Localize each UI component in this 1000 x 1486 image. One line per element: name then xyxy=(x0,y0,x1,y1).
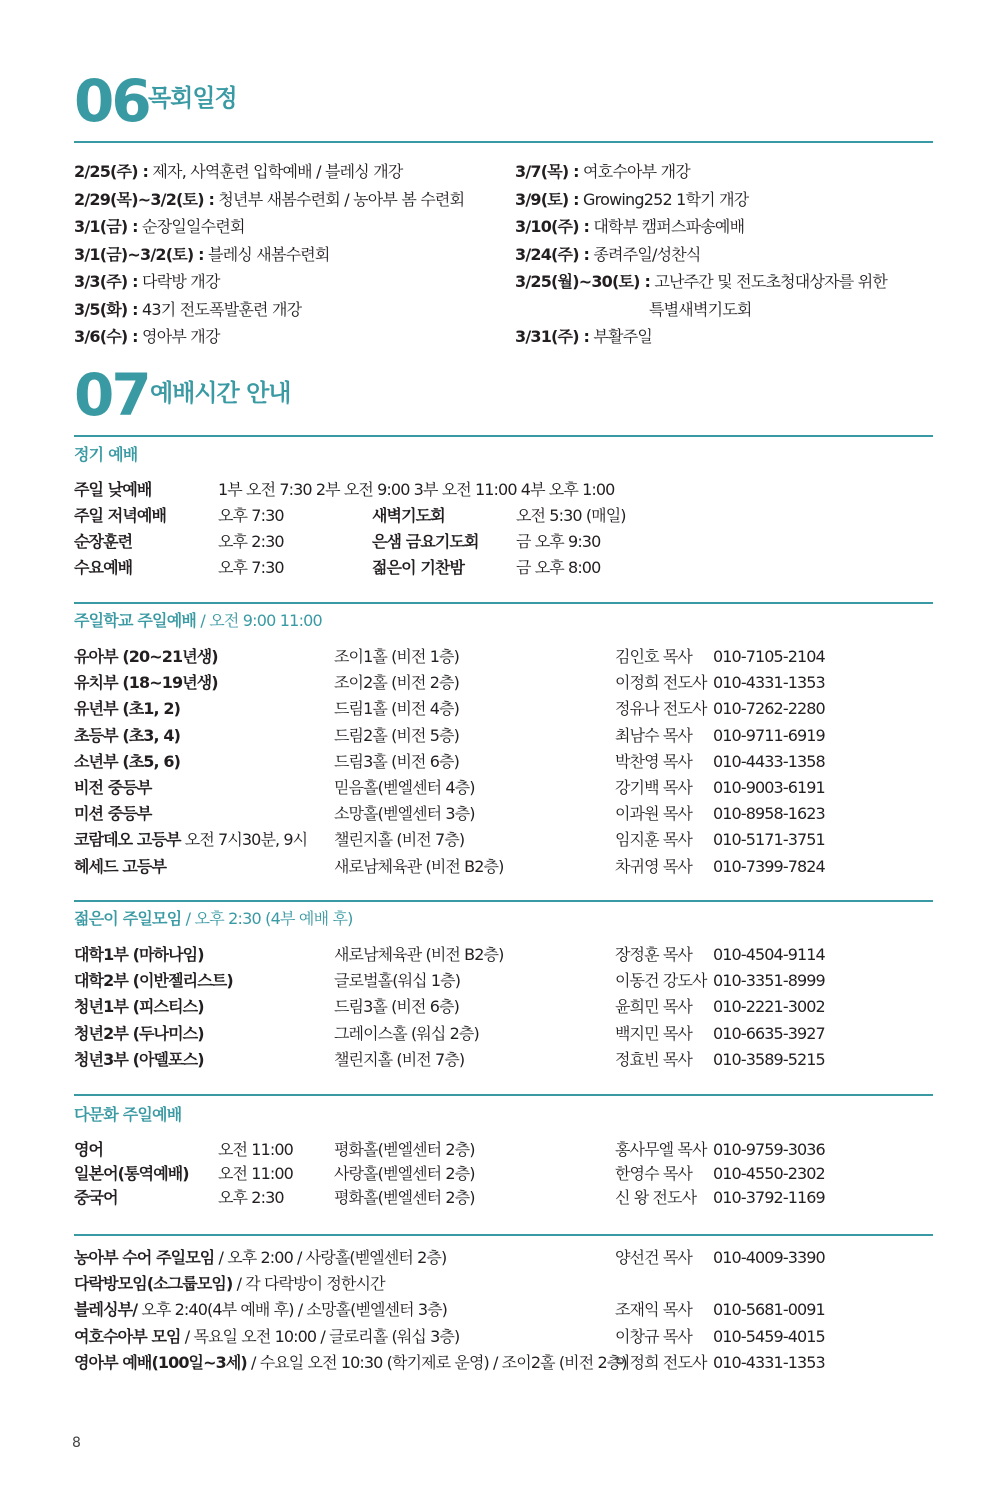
schedule-date: 3/10(주) : xyxy=(515,217,590,236)
schedule-item xyxy=(649,299,752,319)
department-label: 청년1부 (피스티스) xyxy=(74,997,204,1017)
pastor-name: 백지민 목사 xyxy=(615,1023,692,1043)
service-time: 오전 5:30 (매일) xyxy=(516,506,626,525)
department-name xyxy=(74,725,181,745)
multicultural-heading: 다문화 주일예배 xyxy=(74,1105,182,1124)
service-time: 오후 7:30 xyxy=(218,506,284,525)
schedule-text: 43기 전도폭발훈련 개강 xyxy=(137,299,302,319)
location: 드림3홀 (비전 6층) xyxy=(334,997,459,1017)
schedule-date: 3/5(화) : xyxy=(74,299,138,319)
phone-number: 010-7262-2280 xyxy=(713,699,825,719)
schedule-date: 3/24(주) : xyxy=(515,244,590,264)
service-name: 은샘 금요기도회 xyxy=(372,532,479,551)
phone-number: 010-4504-9114 xyxy=(713,945,825,964)
pastor-name: 최남수 목사 xyxy=(615,725,692,745)
location: 조이1홀 (비전 1층) xyxy=(334,647,459,666)
phone-number: 010-5171-3751 xyxy=(713,830,825,850)
department-name xyxy=(74,806,151,822)
pastor-name: 홍사무엘 목사 xyxy=(615,1140,707,1159)
department-name xyxy=(74,947,204,963)
pastor-name: 강기백 목사 xyxy=(615,778,692,797)
service-time: 오전 11:00 xyxy=(218,1140,293,1159)
section-06-title: 목회일정 xyxy=(148,84,237,112)
pastor-name: 이정희 전도사 xyxy=(615,673,707,693)
meeting-name: 농아부 수어 주일모임 xyxy=(74,1248,215,1267)
meeting-name: 여호수아부 모임 xyxy=(74,1326,181,1346)
department-label: 대학1부 (마하나임) xyxy=(74,945,204,964)
location: 챌린지홀 (비전 7층) xyxy=(334,830,465,850)
schedule-item xyxy=(515,219,744,235)
location: 그레이스홀 (워십 2층) xyxy=(334,1023,479,1043)
schedule-text: Growing252 1학기 개강 xyxy=(578,189,749,209)
phone-number: 010-5459-4015 xyxy=(713,1326,825,1346)
youth-heading: 젊은이 주일모임 / 오후 2:30 (4부 예배 후) xyxy=(74,909,353,928)
schedule-item xyxy=(515,164,690,180)
department-label: 미션 중등부 xyxy=(74,804,152,824)
phone-number: 010-7399-7824 xyxy=(713,856,825,876)
schedule-text: 고난주간 및 전도초청대상자를 위한 xyxy=(650,272,888,291)
schedule-date: 3/31(주) : xyxy=(515,327,590,346)
section-07-title: 예배시간 안내 xyxy=(150,379,291,407)
meeting-info xyxy=(74,1250,446,1266)
department-label: 유년부 (초1, 2) xyxy=(74,699,181,719)
schedule-text: 청년부 새봄수련회 / 농아부 봄 수련회 xyxy=(214,189,465,209)
phone-number: 010-3589-5215 xyxy=(713,1049,825,1069)
schedule-date: 2/29(목)~3/2(토) : xyxy=(74,189,215,209)
phone-number: 010-4009-3390 xyxy=(713,1248,825,1267)
pastor-name: 한영수 목사 xyxy=(615,1164,692,1183)
phone-number: 010-3792-1169 xyxy=(713,1188,825,1207)
location: 믿음홀(벧엘센터 4층) xyxy=(334,778,475,797)
schedule-item xyxy=(515,329,652,345)
schedule-date: 3/6(수) : xyxy=(74,327,138,346)
department-label: 소년부 (초5, 6) xyxy=(74,751,181,771)
department-label: 비전 중등부 xyxy=(74,778,152,797)
schedule-date: 3/1(금) : xyxy=(74,217,138,236)
divider xyxy=(74,1234,933,1236)
schedule-text: 종려주일/성찬식 xyxy=(589,244,701,264)
service-name: 순장훈련 xyxy=(74,532,133,551)
regular-row-name: 주일 낮예배 xyxy=(74,480,152,499)
schedule-date: 3/25(월)~30(토) : xyxy=(515,272,651,291)
language: 일본어(통역예배) xyxy=(74,1164,189,1183)
phone-number: 010-9759-3036 xyxy=(713,1140,825,1159)
department-name xyxy=(74,701,180,717)
phone-number: 010-9003-6191 xyxy=(713,778,825,797)
service-time: 금 오후 9:30 xyxy=(516,532,601,551)
department-note: 오전 7시30분, 9시 xyxy=(180,830,308,850)
meeting-details: / 목요일 오전 10:00 / 글로리홀 (워십 3층) xyxy=(180,1326,460,1346)
schedule-item xyxy=(74,164,403,180)
meeting-info xyxy=(74,1326,460,1346)
regular-worship-heading: 정기 예배 xyxy=(74,445,138,464)
department-name xyxy=(74,999,204,1015)
service-time: 오전 11:00 xyxy=(218,1164,293,1183)
pastor-name: 정유나 전도사 xyxy=(615,699,707,719)
phone-number: 010-8958-1623 xyxy=(713,804,825,824)
schedule-date: 3/9(토) : xyxy=(515,189,579,209)
pastor-name: 이과원 목사 xyxy=(615,804,692,824)
meeting-details: / 수요일 오전 10:30 (학기제로 운영) / 조이2홀 (비전 2층) xyxy=(246,1352,627,1372)
department-name xyxy=(74,832,307,848)
phone-number: 010-4331-1353 xyxy=(713,673,825,693)
department-name xyxy=(74,780,151,796)
schedule-text: 대학부 캠퍼스파송예배 xyxy=(589,217,745,236)
location: 챌린지홀 (비전 7층) xyxy=(334,1049,465,1069)
page-number: 8 xyxy=(72,1435,81,1451)
phone-number: 010-4331-1353 xyxy=(713,1352,825,1372)
pastor-name: 조재익 목사 xyxy=(615,1300,692,1320)
section-06-number: 06 xyxy=(74,67,149,135)
service-name: 새벽기도회 xyxy=(372,506,445,525)
divider xyxy=(74,1094,933,1096)
schedule-item xyxy=(74,299,302,319)
department-name xyxy=(74,751,181,771)
meeting-details: 오후 2:40(4부 예배 후) / 소망홀(벧엘센터 3층) xyxy=(137,1300,448,1320)
schedule-item xyxy=(74,189,465,209)
meeting-info xyxy=(74,1276,385,1292)
pastor-name: 김인호 목사 xyxy=(615,647,692,666)
location: 드림3홀 (비전 6층) xyxy=(334,751,459,771)
schedule-item xyxy=(515,274,887,290)
pastor-name: 이창규 목사 xyxy=(615,1326,692,1346)
pastor-name: 윤희민 목사 xyxy=(615,997,692,1017)
schedule-date: 3/3(주) : xyxy=(74,272,138,291)
department-label: 헤세드 고등부 xyxy=(74,856,167,876)
location: 조이2홀 (비전 2층) xyxy=(334,673,459,693)
schedule-item xyxy=(515,244,701,264)
schedule-text: 블레싱 새봄수련회 xyxy=(203,244,330,264)
meeting-details: / 각 다락방이 정한시간 xyxy=(232,1274,385,1294)
department-label: 코람데오 고등부 xyxy=(74,830,181,850)
section-07-divider xyxy=(74,435,933,437)
pastor-name: 이동건 강도사 xyxy=(615,971,707,991)
location: 소망홀(벧엘센터 3층) xyxy=(334,804,475,824)
meeting-info xyxy=(74,1302,447,1318)
department-label: 대학2부 (이반젤리스트) xyxy=(74,971,233,991)
service-name: 주일 저녁예배 xyxy=(74,506,167,525)
section-07-number: 07 xyxy=(74,361,149,429)
location: 새로남체육관 (비전 B2층) xyxy=(334,856,504,876)
phone-number: 010-6635-3927 xyxy=(713,1023,825,1043)
phone-number: 010-7105-2104 xyxy=(713,647,825,666)
service-name: 젊은이 기찬밤 xyxy=(372,558,465,577)
schedule-item xyxy=(74,244,330,264)
phone-number: 010-5681-0091 xyxy=(713,1300,825,1320)
schedule-date: 3/1(금)~3/2(토) : xyxy=(74,244,204,264)
pastor-name: 박찬영 목사 xyxy=(615,751,692,771)
pastor-name: 장정훈 목사 xyxy=(615,945,692,964)
schedule-text: 여호수아부 개강 xyxy=(578,162,690,181)
schedule-date: 3/7(목) : xyxy=(515,162,579,181)
schedule-text: 다락방 개강 xyxy=(137,272,220,291)
section-06-divider xyxy=(74,141,933,143)
meeting-name: 다락방모임(소그룹모임) xyxy=(74,1274,233,1294)
service-time: 오후 7:30 xyxy=(218,558,284,577)
schedule-item xyxy=(74,274,220,290)
schedule-text: 특별새벽기도회 xyxy=(649,299,752,319)
sunday-school-heading: 주일학교 주일예배 / 오전 9:00 11:00 xyxy=(74,611,322,630)
location: 사랑홀(벧엘센터 2층) xyxy=(334,1164,475,1183)
department-name xyxy=(74,973,233,989)
location: 평화홀(벧엘센터 2층) xyxy=(334,1140,475,1159)
location: 글로벌홀(워십 1층) xyxy=(334,971,461,991)
department-label: 유아부 (20~21년생) xyxy=(74,647,218,666)
pastor-name: 양선건 목사 xyxy=(615,1248,692,1267)
schedule-item xyxy=(74,219,245,235)
pastor-name: 신 왕 전도사 xyxy=(615,1188,697,1207)
meeting-details: / 오후 2:00 / 사랑홀(벧엘센터 2층) xyxy=(214,1248,447,1267)
location: 새로남체육관 (비전 B2층) xyxy=(334,945,504,964)
department-label: 초등부 (초3, 4) xyxy=(74,725,181,745)
schedule-text: 순장일일수련회 xyxy=(137,217,245,236)
location: 평화홀(벧엘센터 2층) xyxy=(334,1188,475,1207)
pastor-name: 임지훈 목사 xyxy=(615,830,692,850)
department-label: 유치부 (18~19년생) xyxy=(74,673,218,693)
pastor-name: 이정희 전도사 xyxy=(615,1352,707,1372)
meeting-name: 블레싱부/ xyxy=(74,1300,138,1320)
pastor-name: 차귀영 목사 xyxy=(615,856,692,876)
department-name xyxy=(74,1023,204,1043)
location: 드림1홀 (비전 4층) xyxy=(334,699,459,719)
department-name xyxy=(74,856,167,876)
schedule-text: 영아부 개강 xyxy=(137,327,220,346)
schedule-date: 2/25(주) : xyxy=(74,162,149,181)
phone-number: 010-4550-2302 xyxy=(713,1164,825,1183)
meeting-name: 영아부 예배(100일~3세) xyxy=(74,1352,247,1372)
department-name xyxy=(74,1049,204,1069)
language: 영어 xyxy=(74,1140,104,1159)
language: 중국어 xyxy=(74,1188,118,1207)
department-name xyxy=(74,675,218,691)
divider xyxy=(74,602,933,604)
department-label: 청년3부 (아델포스) xyxy=(74,1049,204,1069)
meeting-info xyxy=(74,1352,627,1372)
phone-number: 010-4433-1358 xyxy=(713,751,825,771)
service-time: 오후 2:30 xyxy=(218,1188,284,1207)
department-name xyxy=(74,649,218,665)
service-time: 금 오후 8:00 xyxy=(516,558,601,577)
location: 드림2홀 (비전 5층) xyxy=(334,725,459,745)
schedule-item xyxy=(515,189,749,209)
regular-row-times: 1부 오전 7:30 2부 오전 9:00 3부 오전 11:00 4부 오후 1:00 xyxy=(218,480,615,499)
pastor-name: 정효빈 목사 xyxy=(615,1049,692,1069)
department-label: 청년2부 (두나미스) xyxy=(74,1023,204,1043)
phone-number: 010-2221-3002 xyxy=(713,997,825,1017)
service-time: 오후 2:30 xyxy=(218,532,284,551)
divider xyxy=(74,900,933,902)
phone-number: 010-9711-6919 xyxy=(713,725,825,745)
schedule-item xyxy=(74,329,220,345)
service-name: 수요예배 xyxy=(74,558,133,577)
schedule-text: 부활주일 xyxy=(589,327,653,346)
schedule-text: 제자, 사역훈련 입학예배 / 블레싱 개강 xyxy=(148,162,403,181)
phone-number: 010-3351-8999 xyxy=(713,971,825,991)
